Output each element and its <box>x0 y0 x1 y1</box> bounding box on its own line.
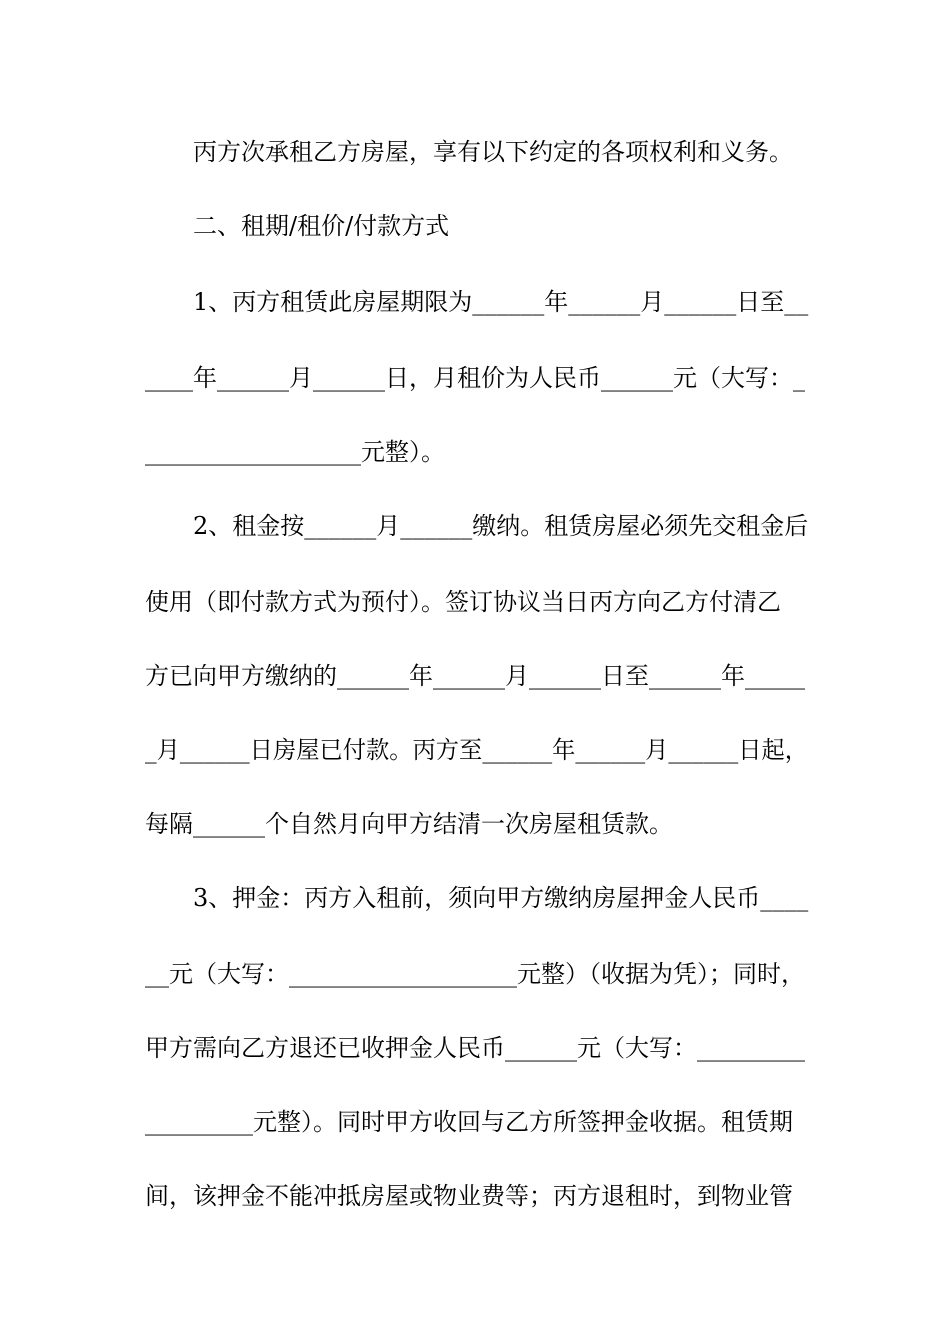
clause-1-line-3: __________________元整）。 <box>145 438 445 466</box>
clause-2-line-2: 使用（即付款方式为预付）。签订协议当日丙方向乙方付清乙 <box>145 588 781 616</box>
clause-3-line-5: 间，该押金不能冲抵房屋或物业费等；丙方退租时，到物业管 <box>145 1182 793 1210</box>
paragraph-line-1: 丙方次承租乙方房屋，享有以下约定的各项权利和义务。 <box>193 138 793 166</box>
clause-3-line-2: __元（大写：___________________元整）（收据为凭）；同时， <box>145 960 805 988</box>
clause-3-line-4: _________元整）。同时甲方收回与乙方所签押金收据。租赁期 <box>145 1108 793 1136</box>
clause-2-line-3: 方已向甲方缴纳的______年______月______日至______年_____ <box>145 662 805 690</box>
clause-3-line-1: 3、押金：丙方入租前，须向甲方缴纳房屋押金人民币____ <box>193 884 809 912</box>
clause-2-line-5: 每隔______个自然月向甲方结清一次房屋租赁款。 <box>145 810 673 838</box>
clause-2-line-1: 2、租金按______月______缴纳。租赁房屋必须先交租金后 <box>193 512 809 540</box>
clause-2-line-4: _月______日房屋已付款。丙方至______年______月______日起， <box>145 736 808 764</box>
clause-1-line-2: ____年______月______日，月租价为人民币______元（大写：_ <box>145 364 805 392</box>
clause-3-line-3: 甲方需向乙方退还已收押金人民币______元（大写：_________ <box>145 1034 805 1062</box>
clause-1-line-1: 1、丙方租赁此房屋期限为______年______月______日至__ <box>193 288 809 316</box>
section-heading-rent-terms: 二、租期/租价/付款方式 <box>193 212 450 240</box>
